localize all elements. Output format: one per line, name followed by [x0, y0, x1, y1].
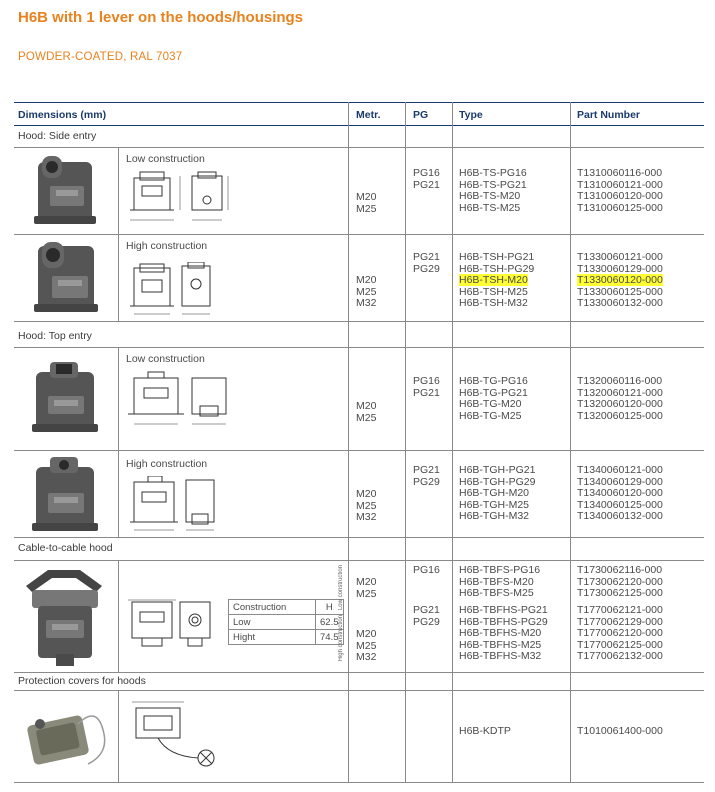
hood-top-high-photo: [20, 455, 110, 535]
col-type: Type: [459, 109, 483, 121]
metr-cell: M20 M25 M32: [356, 488, 377, 523]
metr-cell: M20 M25: [356, 191, 377, 215]
protection-cover-drawing: [128, 696, 228, 778]
part-cell: T1330060121-000 T1330060129-000 T1330060120-000 T1330060125-000 T1330060132-000: [577, 251, 663, 309]
grid-line: [118, 560, 119, 672]
part-cell: T1310060116-000 T1310060121-000 T1310060120-000 T1310060125-000: [577, 167, 663, 214]
row-rule: [14, 690, 704, 691]
cable-hood-drawing: [128, 594, 218, 654]
metr-cell: M20 M25 M32: [356, 628, 377, 663]
part-cell: T1320060116-000 T1320060121-000 T1320060120-000 T1320060125-000: [577, 375, 663, 422]
mini-cell: Hight: [229, 630, 316, 645]
metr-cell: M20 M25: [356, 576, 377, 600]
highlighted-type: H6B-TSH-M20: [459, 274, 528, 286]
grid-line: [348, 102, 349, 782]
row-rule: [14, 147, 704, 148]
grid-line: [570, 102, 571, 782]
part-cell: T1010061400-000: [577, 725, 663, 737]
row-label: Low construction: [126, 153, 205, 165]
part-cell: T1770062121-000 T1770062129-000 T1770062120-000 T1770062125-000 T1770062132-000: [577, 604, 663, 662]
mini-header-h: H: [316, 600, 344, 615]
row-rule: [14, 321, 704, 322]
row-rule: [14, 537, 704, 538]
side-label-high: High construction: [338, 615, 344, 662]
top-high-drawing: [128, 476, 348, 534]
row-rule: [14, 782, 704, 783]
type-cell: H6B-TSH-PG21 H6B-TSH-PG29 H6B-TSH-M20 H6B-TSH-M25 H6B-TSH-M32: [459, 251, 535, 309]
cable-hood-photo: [18, 566, 114, 670]
pg-cell: PG16 PG21: [413, 167, 440, 191]
row-label: High construction: [126, 458, 208, 470]
side-high-drawing: [128, 262, 348, 320]
grid-line: [405, 102, 406, 782]
row-rule: [14, 234, 704, 235]
header-bottom-rule: [14, 125, 704, 126]
col-metr: Metr.: [356, 109, 381, 121]
side-low-drawing: [128, 170, 348, 228]
side-label-low: Low construction: [338, 565, 344, 611]
section-protection-covers: Protection covers for hoods: [18, 675, 146, 687]
type-cell: H6B-TBFS-PG16 H6B-TBFS-M20 H6B-TBFS-M25: [459, 564, 541, 599]
hood-top-low-photo: [20, 358, 110, 438]
construction-table: [228, 599, 344, 645]
pg-cell: PG16: [413, 564, 440, 576]
row-label: High construction: [126, 240, 208, 252]
part-cell: T1340060121-000 T1340060129-000 T1340060120-000 T1340060125-000 T1340060132-000: [577, 464, 663, 522]
grid-line: [452, 102, 453, 782]
pg-cell: PG21 PG29: [413, 464, 440, 488]
section-side-entry: Hood: Side entry: [18, 130, 97, 142]
metr-cell: M20 M25: [356, 400, 377, 424]
col-part: Part Number: [577, 109, 641, 121]
type-cell: H6B-TG-PG16 H6B-TG-PG21 H6B-TG-M20 H6B-TG-M25: [459, 375, 528, 422]
type-cell: H6B-TBFHS-PG21 H6B-TBFHS-PG29 H6B-TBFHS-M20 H6B-TBFHS-M25 H6B-TBFHS-M32: [459, 604, 548, 662]
section-cable-hood: Cable-to-cable hood: [18, 542, 113, 554]
mini-header-construction: Construction: [229, 600, 316, 615]
top-low-drawing: [128, 370, 348, 432]
type-cell: H6B-TS-PG16 H6B-TS-PG21 H6B-TS-M20 H6B-TS-M25: [459, 167, 527, 214]
row-label: Low construction: [126, 353, 205, 365]
col-dimensions: Dimensions (mm): [18, 109, 107, 121]
mini-cell: 74.5: [316, 630, 344, 645]
type-cell: H6B-KDTP: [459, 725, 511, 737]
hood-side-low-photo: [20, 152, 110, 230]
section-top-entry: Hood: Top entry: [18, 330, 92, 342]
highlighted-part: T1330060120-000: [577, 274, 663, 286]
page-title: H6B with 1 lever on the hoods/housings: [18, 9, 304, 26]
pg-cell: PG16 PG21: [413, 375, 440, 399]
metr-cell: M20 M25 M32: [356, 274, 377, 309]
mini-cell: 62.5: [316, 615, 344, 630]
col-pg: PG: [413, 109, 429, 121]
hood-side-high-photo: [20, 238, 110, 318]
type-cell: H6B-TGH-PG21 H6B-TGH-PG29 H6B-TGH-M20 H6B-TGH-M25 H6B-TGH-M32: [459, 464, 536, 522]
header-top-rule: [14, 102, 704, 103]
grid-line: [118, 690, 119, 782]
row-rule: [14, 672, 704, 673]
part-cell: T1730062116-000 T1730062120-000 T1730062125-000: [577, 564, 663, 599]
mini-cell: Low: [229, 615, 316, 630]
pg-cell: PG21 PG29: [413, 251, 440, 275]
pg-cell: PG21 PG29: [413, 604, 440, 628]
row-rule: [14, 450, 704, 451]
protection-cover-photo: [18, 694, 114, 780]
row-rule: [14, 347, 704, 348]
grid-line: [118, 347, 119, 537]
row-rule: [14, 560, 704, 561]
page-subtitle: POWDER-COATED, RAL 7037: [18, 51, 183, 63]
